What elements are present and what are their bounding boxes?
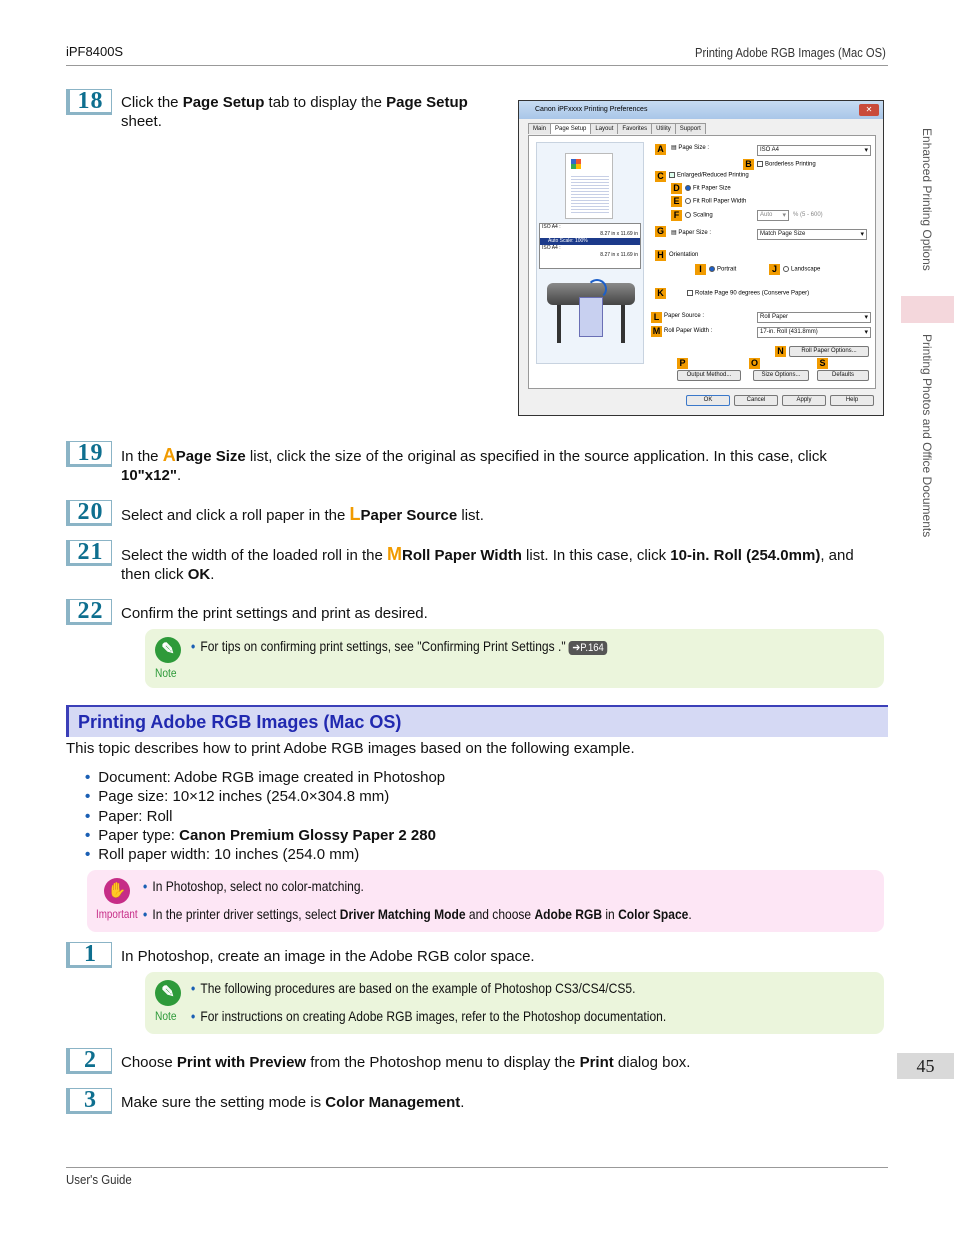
label-e: E [671,196,682,207]
step-number: 20 [66,500,112,526]
scaling-range: % (5 - 600) [793,212,823,218]
note-item: • For tips on confirming print settings, see "Confirming Print Settings ." ➔P.164 [191,638,607,655]
footer-rule [66,1167,888,1168]
preview-lines [571,174,609,214]
label-a: A [655,144,666,155]
roll-width-select[interactable]: 17-in. Roll (431.8mm) ▾ [757,327,871,338]
list-item: • Document: Adobe RGB image created in Photoshop [85,769,446,786]
sidebar-current-marker [901,296,954,323]
note-label: Note [155,1009,177,1023]
note-pencil-icon: ✎ [155,637,181,663]
label-k: K [655,288,666,299]
preview-info [539,223,641,269]
step-22-text: Confirm the print settings and print as desired. [121,605,428,622]
important-item: • In the printer driver settings, select Driver Matching Mode and choose Adobe RGB in Color Space. [143,906,692,922]
label-j: J [769,264,780,275]
list-item: • Paper: Roll [85,807,173,825]
label-f: F [671,210,682,221]
portrait-radio[interactable]: Portrait [709,266,736,273]
printer-illustration [545,277,637,347]
label-s: S [817,358,828,369]
section-title: Printing Adobe RGB Images (Mac OS) [78,712,402,732]
page-number: 45 [897,1053,954,1079]
step-19-text: In the APage Size list, click the size of the original as specified in the source application. In this case, click 10"x12". [121,445,827,484]
rotate-checkbox[interactable]: Rotate Page 90 degrees (Conserve Paper) [687,290,809,297]
fit-roll-width-radio[interactable]: Fit Roll Paper Width [685,198,746,205]
step-number: 18 [66,89,112,115]
sidebar-section-photos[interactable]: Printing Photos and Office Documents [920,334,934,538]
step-20-text: Select and click a roll paper in the LPaper Source list. [121,504,484,524]
fit-paper-size-radio[interactable]: Fit Paper Size [685,185,731,192]
step-number: 3 [66,1088,112,1114]
step-number: 21 [66,540,112,566]
size-options-button[interactable]: Size Options... [753,370,809,381]
important-item: • In Photoshop, select no color-matching. [143,878,364,894]
label-g: G [656,226,664,236]
list-item: • Roll paper width: 10 inches (254.0 mm) [85,846,360,864]
preview-size-label-2: ISO A4 : [542,245,561,251]
tab-favorites[interactable]: Favorites [617,123,652,134]
note-item: • The following procedures are based on the example of Photoshop CS3/CS4/CS5. [191,980,636,996]
scaling-input[interactable]: Auto ▾ [757,210,789,221]
list-item: • Paper type: Canon Premium Glossy Paper 2 280 [85,826,436,844]
list-item: • Page size: 10×12 inches (254.0×304.8 mm) [85,788,390,806]
note-box [145,972,884,1034]
step-number: 19 [66,441,112,467]
dialog-title: Canon iPFxxxx Printing Preferences [519,101,883,119]
page-setup-dialog [518,100,884,416]
note-pencil-icon: ✎ [155,980,181,1006]
section-heading-bar [66,705,888,737]
sidebar-section-enhanced[interactable]: Enhanced Printing Options [920,128,934,271]
note-box [145,629,884,688]
label-b: B [743,159,754,170]
print-preview [536,142,644,364]
label-h: H [655,250,666,261]
roll-width-label: Roll Paper Width : [664,328,713,334]
step-18-text: Click the Page Setup tab to display the Page Setup sheet. [121,94,468,130]
header-rule [66,65,888,66]
important-label: Important [96,907,138,921]
preview-size-dims-2: 8.27 in x 11.69 in [600,252,638,258]
borderless-checkbox[interactable]: Borderless Printing [757,161,816,168]
scaling-radio[interactable]: Scaling [685,212,713,219]
page-size-label: ▤ Page Size : [671,145,710,151]
cancel-button[interactable]: Cancel [734,395,778,406]
hand-stop-icon: ✋ [104,878,130,904]
preview-image [571,159,581,169]
tab-support[interactable]: Support [675,123,706,134]
label-p: P [677,358,688,369]
header-section-title: Printing Adobe RGB Images (Mac OS) [695,45,886,60]
close-icon[interactable]: ✕ [859,104,879,116]
label-i: I [695,264,706,275]
orientation-label: Orientation [669,252,699,258]
step-2-text: Choose Print with Preview from the Photoshop menu to display the Print dialog box. [121,1054,691,1071]
apply-button[interactable]: Apply [782,395,826,406]
output-method-button[interactable]: Output Method... [677,370,741,381]
preview-page [565,153,613,219]
step-number: 1 [66,942,112,968]
label-n: N [775,346,786,357]
step-1-text: In Photoshop, create an image in the Adobe RGB color space. [121,948,535,965]
paper-source-select[interactable]: Roll Paper ▾ [757,312,871,323]
header-model: iPF8400S [66,44,124,59]
dialog-panel [528,135,876,389]
step-number: 22 [66,599,112,625]
defaults-button[interactable]: Defaults [817,370,869,381]
roll-options-button[interactable]: Roll Paper Options... [789,346,869,357]
step-21-text: Select the width of the loaded roll in the MRoll Paper Width list. In this case, click 10-in. Roll (254.0mm), and then click OK. [121,544,854,583]
preview-size-label: ISO A4 : [542,224,561,230]
preview-size-dims: 8.27 in x 11.69 in [600,231,638,237]
tab-utility[interactable]: Utility [651,123,676,134]
tab-layout[interactable]: Layout [590,123,618,134]
note-label: Note [155,666,177,680]
step-3-text: Make sure the setting mode is Color Management. [121,1094,465,1111]
section-intro: This topic describes how to print Adobe RGB images based on the following example. [66,740,635,757]
help-button[interactable]: Help [830,395,874,406]
enlarged-checkbox[interactable]: Enlarged/Reduced Printing [669,172,749,179]
important-box [87,870,884,932]
label-m: M [652,326,661,336]
note-item: • For instructions on creating Adobe RGB images, refer to the Photoshop documentation. [191,1008,667,1024]
page-reference-link[interactable]: ➔P.164 [569,641,607,655]
paper-source-label: Paper Source : [664,313,705,319]
landscape-radio[interactable]: Landscape [783,266,820,273]
footer-guide-name: User's Guide [66,1172,132,1187]
preview-scale: Auto Scale: 100% [540,238,640,245]
example-list [85,768,445,864]
label-d: D [671,183,682,194]
paper-size-select[interactable]: Match Page Size ▾ [757,229,867,240]
tab-main[interactable]: Main [528,123,551,134]
label-o: O [750,358,758,368]
page-size-select[interactable]: ISO A4 ▾ [757,145,871,156]
paper-size-label: ▤ Paper Size : [671,230,712,236]
label-c: C [655,171,666,182]
label-l: L [651,312,662,323]
tab-page-setup[interactable]: Page Setup [550,123,591,134]
ok-button[interactable]: OK [686,395,730,406]
step-number: 2 [66,1048,112,1074]
